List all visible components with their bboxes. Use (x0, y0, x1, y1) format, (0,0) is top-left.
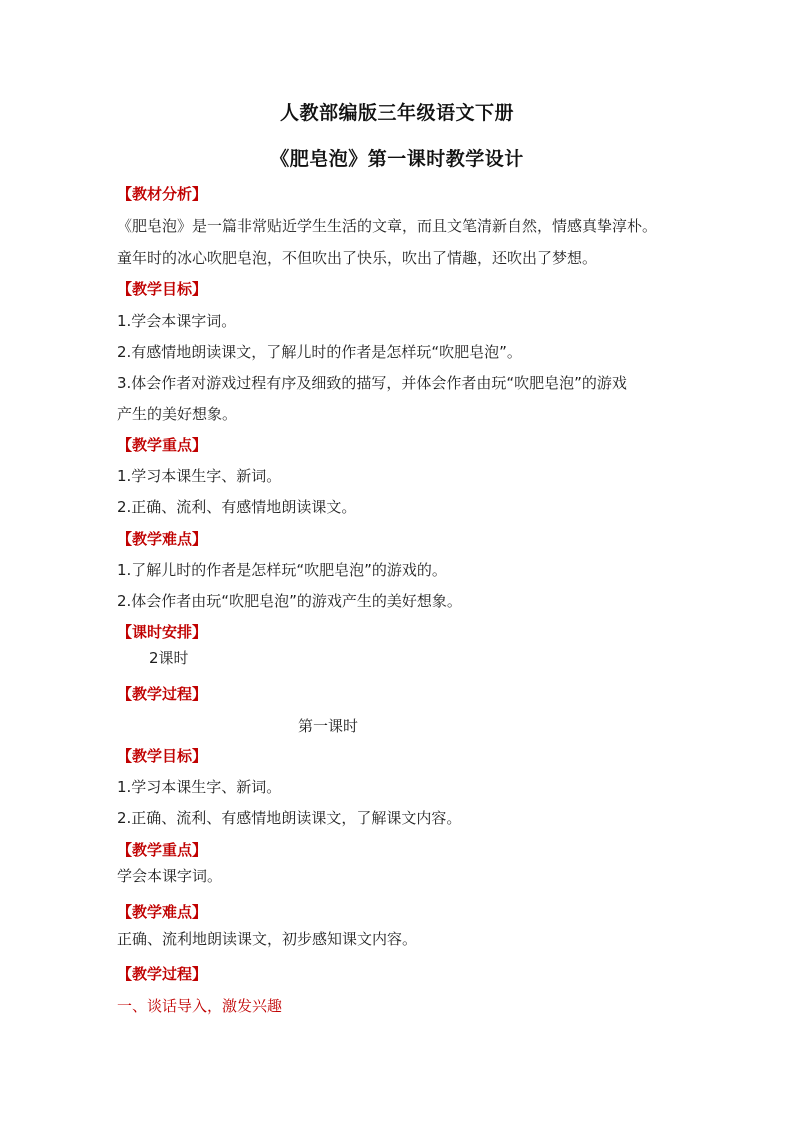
schedule-value: 2课时 (149, 649, 189, 667)
section-heading-schedule: 【课时安排】 (117, 623, 208, 641)
section-heading-teaching-goals-2: 【教学目标】 (117, 747, 208, 765)
paragraph-line: 学会本课字词。 (117, 867, 223, 885)
section-heading-process: 【教学过程】 (117, 685, 208, 703)
section-heading-key-points-2: 【教学重点】 (117, 841, 208, 859)
section-heading-difficulties: 【教学难点】 (117, 530, 208, 548)
lesson-subtitle: 第一课时 (297, 717, 358, 735)
document-title-line2: 《肥皂泡》第一课时教学设计 (270, 148, 524, 170)
list-item-continuation: 产生的美好想象。 (117, 405, 238, 423)
list-item: 1.了解儿时的作者是怎样玩“吹肥皂泡”的游戏的。 (117, 561, 447, 579)
paragraph-line: 正确、流利地朗读课文，初步感知课文内容。 (117, 930, 418, 948)
section-heading-textbook-analysis: 【教材分析】 (117, 185, 208, 203)
paragraph-line: 《肥皂泡》是一篇非常贴近学生生活的文章，而且文笔清新自然，情感真挚淳朴。 (117, 217, 658, 235)
step-heading: 一、谈话导入，激发兴趣 (117, 997, 283, 1015)
section-heading-teaching-goals: 【教学目标】 (117, 280, 208, 298)
list-item: 1.学习本课生字、新词。 (117, 467, 282, 485)
list-item: 1.学会本课字词。 (117, 312, 237, 330)
list-item: 2.正确、流利、有感情地朗读课文，了解课文内容。 (117, 809, 462, 827)
paragraph-line: 童年时的冰心吹肥皂泡，不但吹出了快乐，吹出了情趣，还吹出了梦想。 (117, 249, 598, 267)
list-item: 2.有感情地朗读课文，了解儿时的作者是怎样玩“吹肥皂泡”。 (117, 343, 522, 361)
section-heading-key-points: 【教学重点】 (117, 436, 208, 454)
section-heading-difficulties-2: 【教学难点】 (117, 903, 208, 921)
list-item: 2.正确、流利、有感情地朗读课文。 (117, 498, 357, 516)
list-item: 3.体会作者对游戏过程有序及细致的描写，并体会作者由玩“吹肥皂泡”的游戏 (117, 374, 627, 392)
list-item: 1.学习本课生字、新词。 (117, 778, 282, 796)
document-title-line1: 人教部编版三年级语文下册 (279, 102, 514, 124)
list-item: 2.体会作者由玩“吹肥皂泡”的游戏产生的美好想象。 (117, 592, 462, 610)
section-heading-process-2: 【教学过程】 (117, 965, 208, 983)
